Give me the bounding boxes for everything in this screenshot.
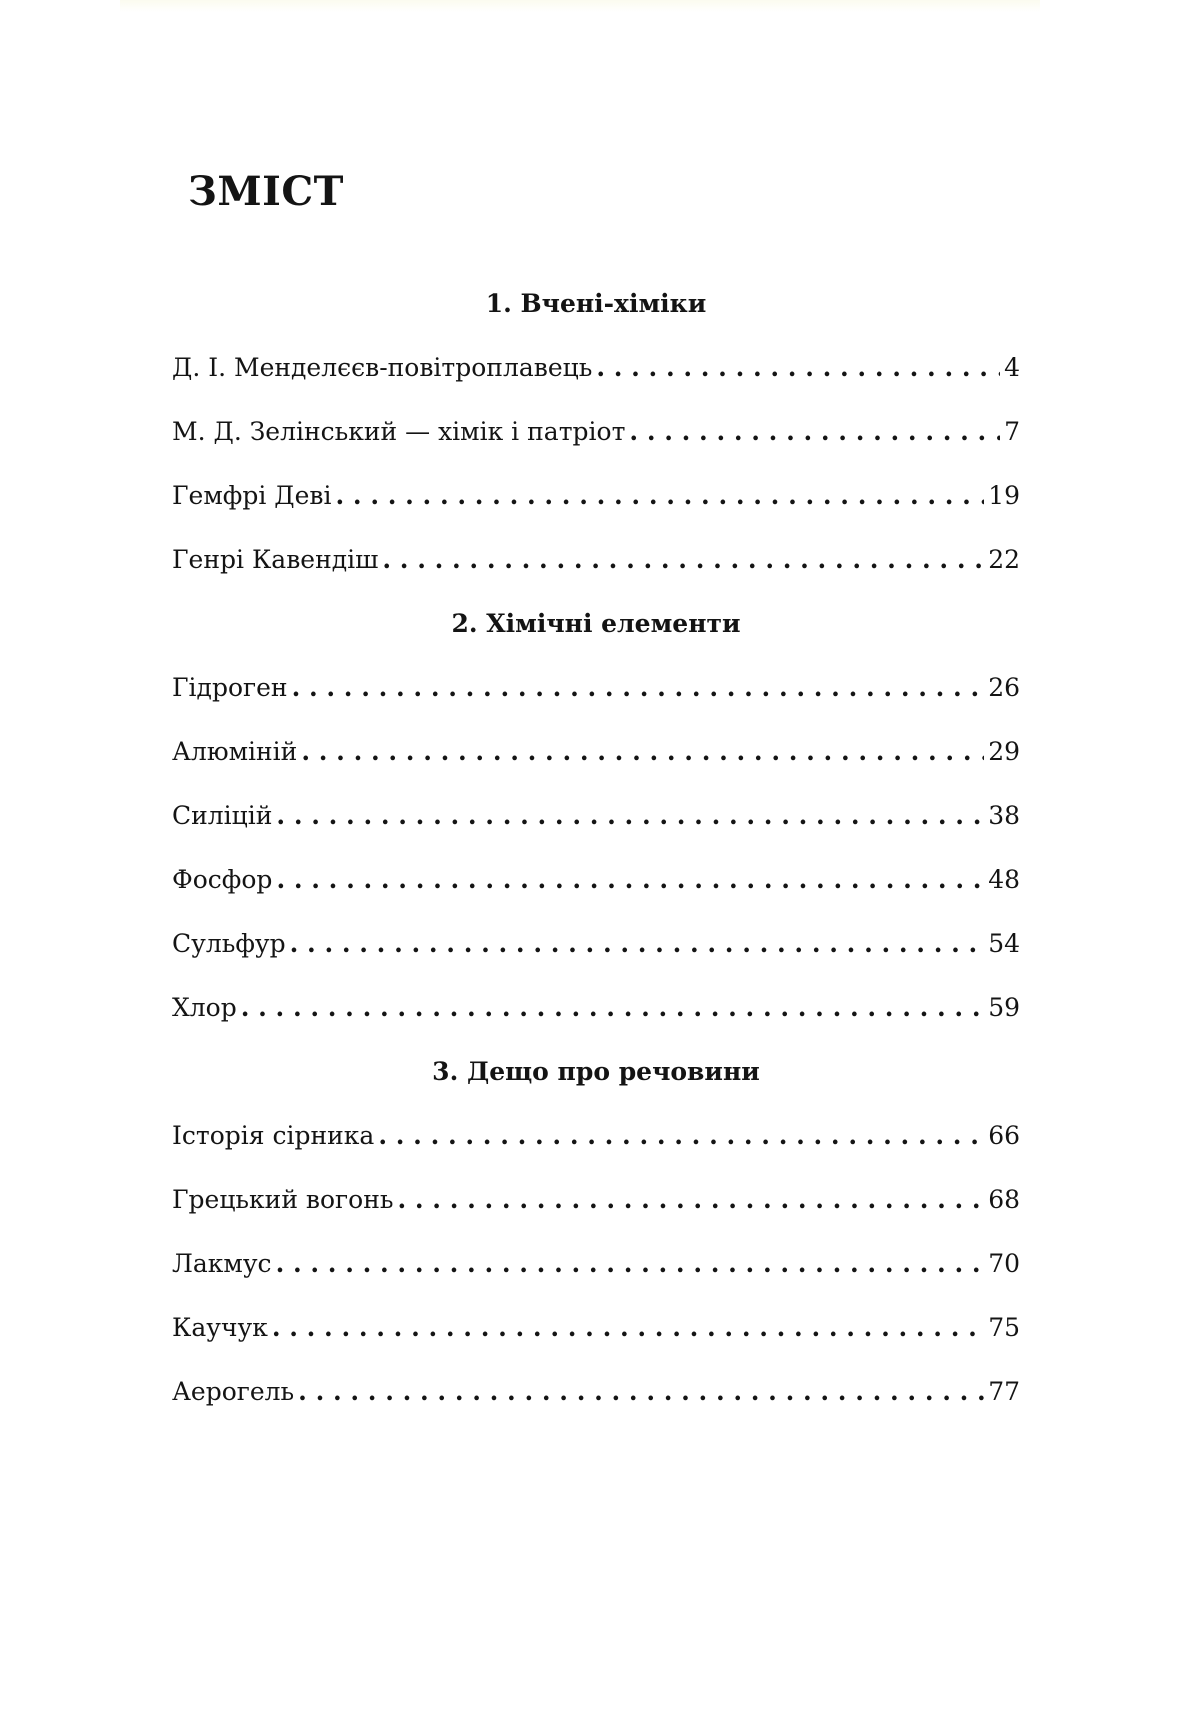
toc-entry[interactable]: [172, 464, 1020, 528]
toc-entry[interactable]: [172, 976, 1020, 1040]
dot-leader: [292, 656, 985, 720]
toc-entry[interactable]: [172, 912, 1020, 976]
toc-entry[interactable]: [172, 1168, 1020, 1232]
dot-leader: [301, 720, 984, 784]
dot-leader: [378, 1104, 984, 1168]
toc-entry-page: 59: [988, 993, 1020, 1022]
toc-entry-page: 54: [988, 929, 1020, 958]
toc-entry-title: М. Д. Зелінський — хімік і патріот: [172, 417, 626, 446]
toc-entry-page: 26: [988, 673, 1020, 702]
toc-entry-page: 48: [988, 865, 1020, 894]
toc-entry[interactable]: [172, 720, 1020, 784]
dot-leader: [290, 912, 985, 976]
toc-entry[interactable]: [172, 528, 1020, 592]
toc-entry-title: Алюміній: [172, 737, 298, 766]
toc-entry-page: 29: [988, 737, 1020, 766]
section-heading-elements: 2. Хімічні елементи: [451, 609, 741, 638]
toc-entry[interactable]: [172, 848, 1020, 912]
dot-leader: [596, 336, 1000, 400]
toc-entry[interactable]: [172, 1296, 1020, 1360]
dot-leader: [382, 528, 984, 592]
toc-entry-page: 7: [1004, 417, 1020, 446]
toc-entry-title: Фосфор: [172, 865, 273, 894]
toc-entry-page: 38: [988, 801, 1020, 830]
toc-entry-title: Історія сірника: [172, 1121, 375, 1150]
toc-entry[interactable]: [172, 656, 1020, 720]
section-heading-substances: 3. Дещо про речовини: [432, 1057, 760, 1086]
toc-entry-title: Лакмус: [172, 1249, 272, 1278]
toc-entry-page: 77: [988, 1377, 1020, 1406]
toc-entry-page: 19: [988, 481, 1020, 510]
toc-entry-title: Силіцій: [172, 801, 273, 830]
page-title: ЗМІСТ: [188, 168, 344, 215]
toc-entry-title: Каучук: [172, 1313, 268, 1342]
dot-leader: [272, 1296, 984, 1360]
toc-entry-title: Сульфур: [172, 929, 286, 958]
toc-entry-page: 75: [988, 1313, 1020, 1342]
toc-entry[interactable]: [172, 336, 1020, 400]
toc-entry-title: Генрі Кавендіш: [172, 545, 379, 574]
toc-entry-title: Грецький вогонь: [172, 1185, 394, 1214]
dot-leader: [298, 1360, 984, 1424]
toc-entry[interactable]: [172, 1232, 1020, 1296]
section-heading-scientists: 1. Вчені-хіміки: [485, 289, 707, 318]
toc-entry-title: Аерогель: [172, 1377, 295, 1406]
toc-entry-title: Гідроген: [172, 673, 288, 702]
toc-entry-title: Хлор: [172, 993, 237, 1022]
dot-leader: [276, 1232, 985, 1296]
page-top-edge: [120, 0, 1040, 12]
dot-leader: [276, 848, 984, 912]
toc-entry[interactable]: [172, 784, 1020, 848]
dot-leader: [629, 400, 1000, 464]
dot-leader: [276, 784, 984, 848]
toc-entry[interactable]: [172, 1360, 1020, 1424]
toc-entry-title: Д. І. Менделєєв-повітроплавець: [172, 353, 593, 382]
toc-entry[interactable]: [172, 400, 1020, 464]
toc-entry-page: 4: [1004, 353, 1020, 382]
table-of-contents: [172, 272, 1020, 1424]
toc-entry-page: 66: [988, 1121, 1020, 1150]
dot-leader: [397, 1168, 984, 1232]
toc-entry-title: Гемфрі Деві: [172, 481, 332, 510]
toc-entry-page: 68: [988, 1185, 1020, 1214]
toc-entry-page: 70: [988, 1249, 1020, 1278]
toc-entry-page: 22: [988, 545, 1020, 574]
dot-leader: [336, 464, 985, 528]
toc-entry[interactable]: [172, 1104, 1020, 1168]
dot-leader: [241, 976, 984, 1040]
